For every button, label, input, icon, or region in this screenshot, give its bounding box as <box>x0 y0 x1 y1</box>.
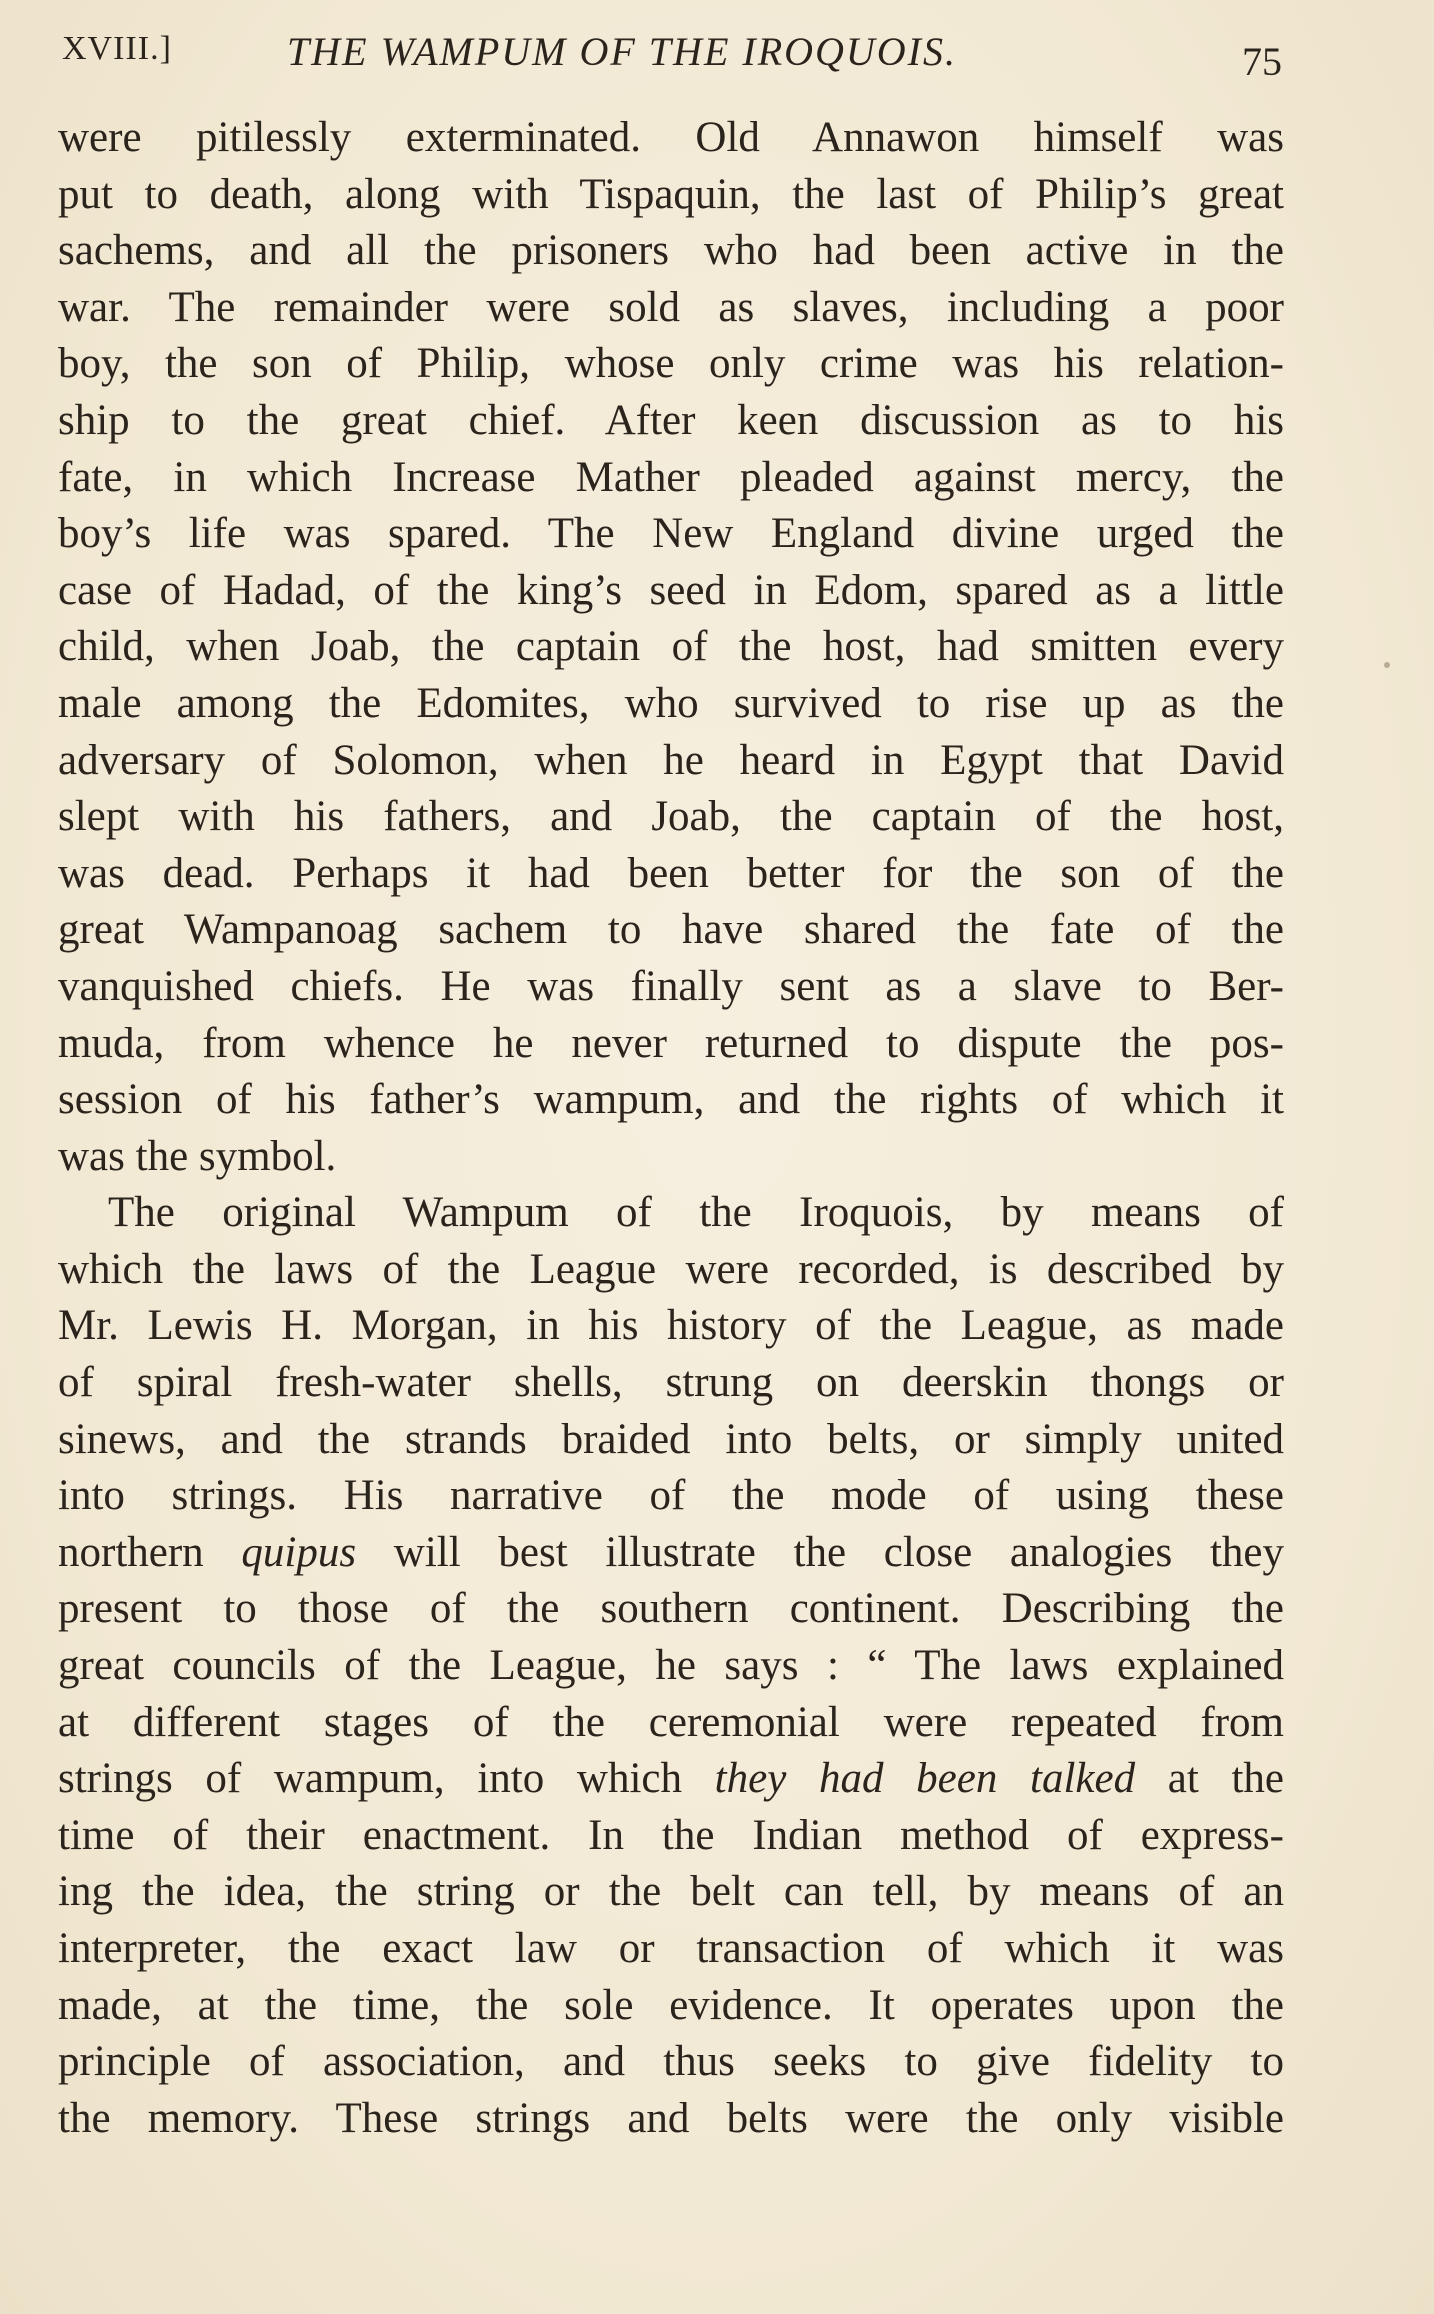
text-line: made, at the time, the sole evidence. It operates upon the <box>58 1981 1284 2029</box>
text-line: the memory. These strings and belts were the only visible <box>58 2094 1284 2142</box>
text-line: sachems, and all the prisoners who had been active in the <box>58 227 1284 275</box>
text-line: of spiral fresh-water shells, strung on deerskin thongs or <box>58 1359 1284 1407</box>
text-line: put to death, along with Tispaquin, the last of Philip’s great <box>58 170 1284 218</box>
text-line: fate, in which Increase Mather pleaded against mercy, the <box>58 453 1284 501</box>
text-line: The original Wampum of the Iroquois, by means of <box>108 1189 1284 1237</box>
text-line: sinews, and the strands braided into belts, or simply united <box>58 1415 1284 1463</box>
text-line: interpreter, the exact law or transaction of which it was <box>58 1925 1284 1972</box>
italic-text: they had been talked <box>714 1755 1136 1803</box>
text-line: present to those of the southern continent. Describing the <box>58 1585 1284 1633</box>
text-line: war. The remainder were sold as slaves, including a poor <box>58 283 1284 331</box>
text-line: Mr. Lewis H. Morgan, in his history of the League, as made <box>58 1302 1284 1350</box>
text-line <box>58 1751 1284 1808</box>
chapter-number: XVIII.] <box>62 30 172 67</box>
italic-text: quipus <box>241 1528 357 1576</box>
text-line: adversary of Solomon, when he heard in Egypt that David <box>58 736 1284 784</box>
text-line: was dead. Perhaps it had been better for the son of the <box>58 849 1284 897</box>
text-line: child, when Joab, the captain of the host, had smitten every <box>58 623 1284 671</box>
text-line: was the symbol. <box>58 1132 337 1180</box>
text-line: great councils of the League, he says : “ The laws explained <box>58 1642 1284 1690</box>
page-number: 75 <box>1242 39 1282 84</box>
text-segment: at the <box>1135 1755 1284 1803</box>
paper-speck <box>1384 662 1390 668</box>
text-line: into strings. His narrative of the mode of using these <box>58 1472 1284 1520</box>
text-line: time of their enactment. In the Indian method of express- <box>58 1811 1284 1859</box>
text-line: great Wampanoag sachem to have shared the fate of the <box>58 906 1284 954</box>
text-line: at different stages of the ceremonial were repeated from <box>58 1698 1284 1746</box>
running-title: THE WAMPUM OF THE IROQUOIS. <box>287 29 957 74</box>
text-line: case of Hadad, of the king’s seed in Edom, spared as a little <box>58 566 1284 614</box>
text-line: which the laws of the League were recorded, is described by <box>58 1245 1284 1293</box>
text-line: vanquished chiefs. He was finally sent as a slave to Ber- <box>58 962 1284 1010</box>
text-line: ing the idea, the string or the belt can tell, by means of an <box>58 1868 1284 1916</box>
text-segment: will best illustrate the close analogies they <box>356 1528 1284 1576</box>
text-line: slept with his fathers, and Joab, the captain of the host, <box>58 793 1284 841</box>
text-segment: northern <box>58 1528 242 1576</box>
text-line: boy’s life was spared. The New England divine urged the <box>58 510 1284 558</box>
text-line: male among the Edomites, who survived to rise up as the <box>58 679 1284 727</box>
text-line: were pitilessly exterminated. Old Annawon himself was <box>58 114 1284 161</box>
text-line: muda, from whence he never returned to dispute the pos- <box>58 1019 1284 1067</box>
text-line: principle of association, and thus seeks to give fidelity to <box>58 2038 1284 2086</box>
text-line <box>58 1525 1284 1582</box>
running-header <box>62 24 1282 84</box>
text-line: session of his father’s wampum, and the rights of which it <box>58 1076 1284 1124</box>
text-line: ship to the great chief. After keen discussion as to his <box>58 396 1284 444</box>
text-segment: strings of wampum, into which <box>58 1755 715 1803</box>
body-text <box>58 110 1284 2147</box>
text-line: boy, the son of Philip, whose only crime was his relation- <box>58 340 1284 388</box>
